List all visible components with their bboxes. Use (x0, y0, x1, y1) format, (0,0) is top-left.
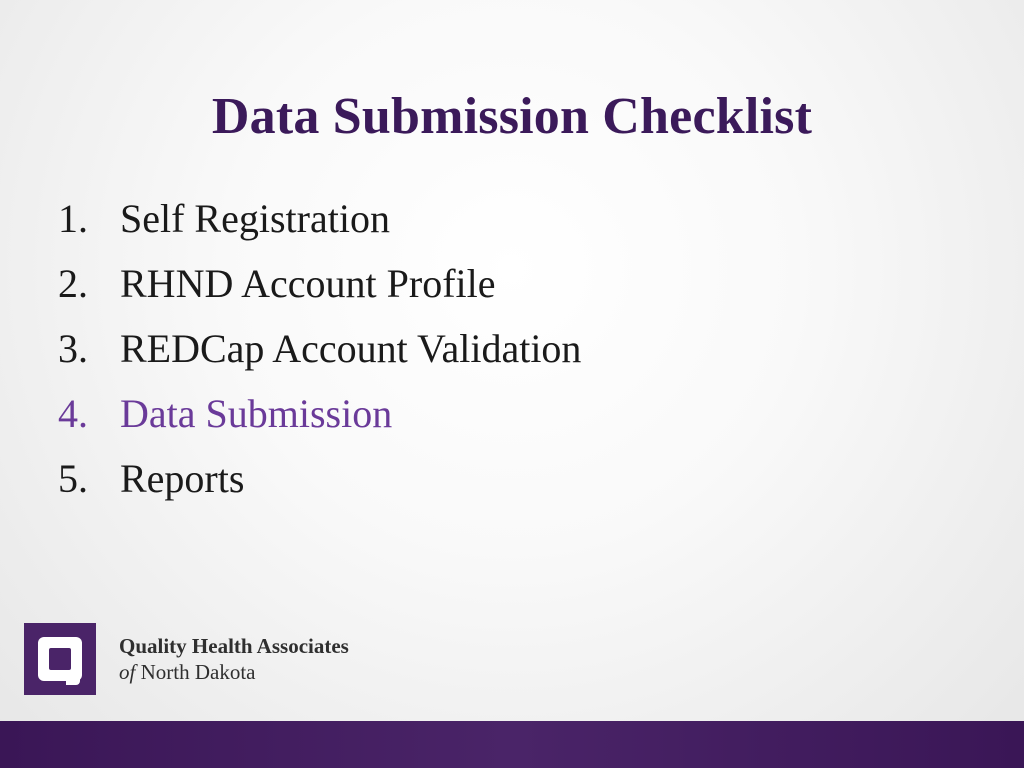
item-number: 3. (58, 326, 88, 371)
item-number: 1. (58, 196, 88, 241)
logo-location: North Dakota (140, 660, 256, 684)
item-label: REDCap Account Validation (120, 326, 582, 371)
logo-of: of (119, 660, 136, 684)
footer-bar (0, 721, 1024, 768)
item-number: 2. (58, 261, 88, 306)
checklist (58, 186, 581, 511)
organization-logo (24, 623, 349, 695)
logo-name-line2 (119, 659, 349, 685)
item-label: Self Registration (120, 196, 390, 241)
checklist-item-self-registration (58, 186, 581, 251)
checklist-item-account-profile (58, 251, 581, 316)
checklist-item-account-validation (58, 316, 581, 381)
item-number: 4. (58, 391, 88, 436)
checklist-item-data-submission (58, 381, 581, 446)
slide-title: Data Submission Checklist (211, 87, 813, 145)
checklist-item-reports (58, 446, 581, 511)
logo-text (119, 633, 349, 685)
item-label: Reports (120, 456, 245, 501)
logo-name-line1: Quality Health Associates (119, 634, 349, 658)
item-number: 5. (58, 456, 88, 501)
item-label: Data Submission (120, 391, 393, 436)
q-logo-icon (24, 623, 96, 695)
item-label: RHND Account Profile (120, 261, 496, 306)
